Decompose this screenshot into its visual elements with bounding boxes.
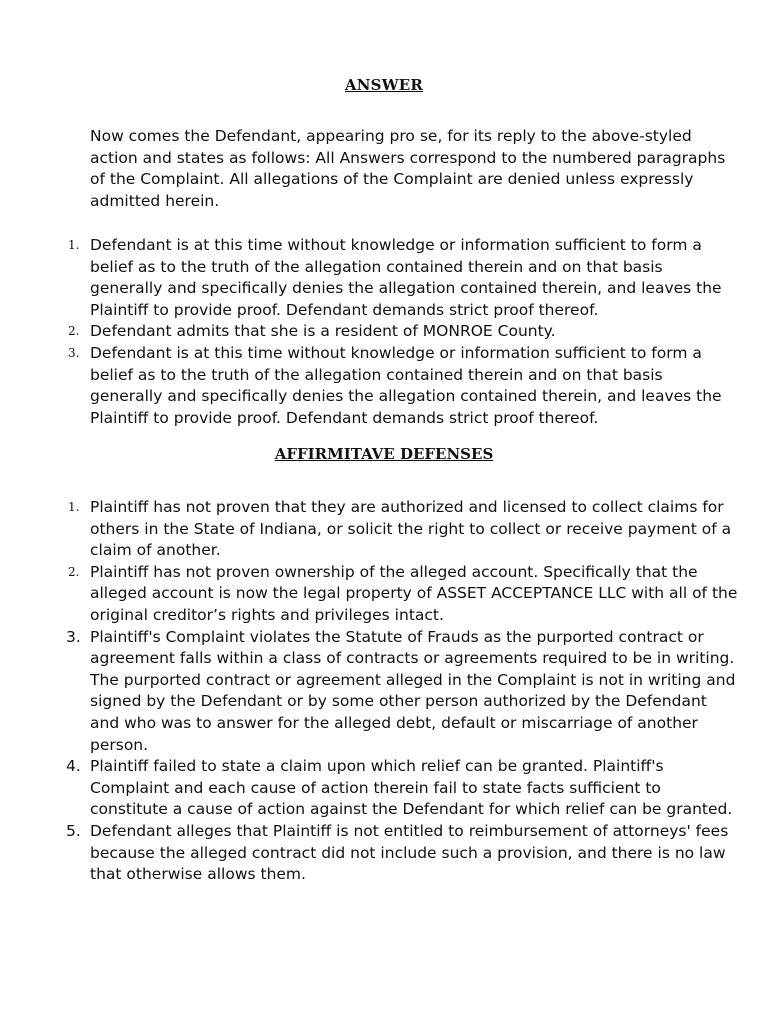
item-number: 2. <box>68 564 80 579</box>
item-number: 5. <box>66 821 81 840</box>
answer-item <box>0 343 768 429</box>
answer-item <box>0 235 768 321</box>
answers-list <box>0 235 768 429</box>
defenses-list <box>0 497 768 886</box>
intro-paragraph: Now comes the Defendant, appearing pro se, for its reply to the above-styled action and states as follows: All Answers correspond to the numbered paragraphs of the Complaint. All allegations of the Complaint are denied unless expressly admitted herein. <box>90 127 726 210</box>
item-text: Plaintiff failed to state a claim upon which relief can be granted. Plaintiff's Complaint and each cause of action therein fail to state facts sufficient to constitute a cause of action against the Defendant for which relief can be granted. <box>90 757 733 819</box>
item-text: Defendant is at this time without knowledge or information sufficient to form a belief as to the truth of the allegation contained therein and on that basis generally and specifically denies the allegation contained therein, and leaves the Plaintiff to provide proof. Defendant demands strict proof thereof. <box>90 343 722 427</box>
defense-item <box>0 627 768 757</box>
defenses-heading: AFFIRMITAVE DEFENSES <box>274 445 494 463</box>
item-text: Defendant is at this time without knowledge or information sufficient to form a belief as to the truth of the allegation contained therein and on that basis generally and specifically denies the allegation contained therein, and leaves the Plaintiff to provide proof. Defendant demands strict proof thereof. <box>90 236 722 319</box>
item-number: 4. <box>66 757 81 776</box>
item-text: Plaintiff has not proven ownership of the alleged account. Specifically that the alleged account is now the legal property of ASSET ACCEPTANCE LLC with all of the original creditor’s rights and privileges intact. <box>90 562 738 624</box>
item-number: 1. <box>68 500 80 514</box>
defense-item <box>0 497 768 562</box>
defense-item <box>0 821 768 886</box>
document-title: ANSWER <box>344 76 424 94</box>
item-text: Plaintiff's Complaint violates the Statute of Frauds as the purported contract or agreement falls within a class of contracts or agreements required to be in writing. The purported contract or agreement alleged in the Complaint is not in writing and signed by the Defendant or by some other person authorized by the Defendant and who was to answer for the alleged debt, default or miscarriage of another person. <box>90 627 736 754</box>
item-text: Defendant admits that she is a resident of MONROE County. <box>90 322 556 341</box>
item-text: Plaintiff has not proven that they are authorized and licensed to collect claims for others in the State of Indiana, or solicit the right to collect or receive payment of a claim of another. <box>90 498 732 560</box>
defense-item <box>0 756 768 821</box>
item-text: Defendant alleges that Plaintiff is not entitled to reimbursement of attorneys' fees because the alleged contract did not include such a provision, and there is no law that otherwise allows them. <box>90 821 729 884</box>
answer-item <box>0 321 768 343</box>
item-number: 1. <box>68 238 80 252</box>
item-number: 3. <box>66 627 81 646</box>
defense-item <box>0 562 768 627</box>
item-number: 2. <box>68 324 80 339</box>
item-number: 3. <box>68 345 80 360</box>
